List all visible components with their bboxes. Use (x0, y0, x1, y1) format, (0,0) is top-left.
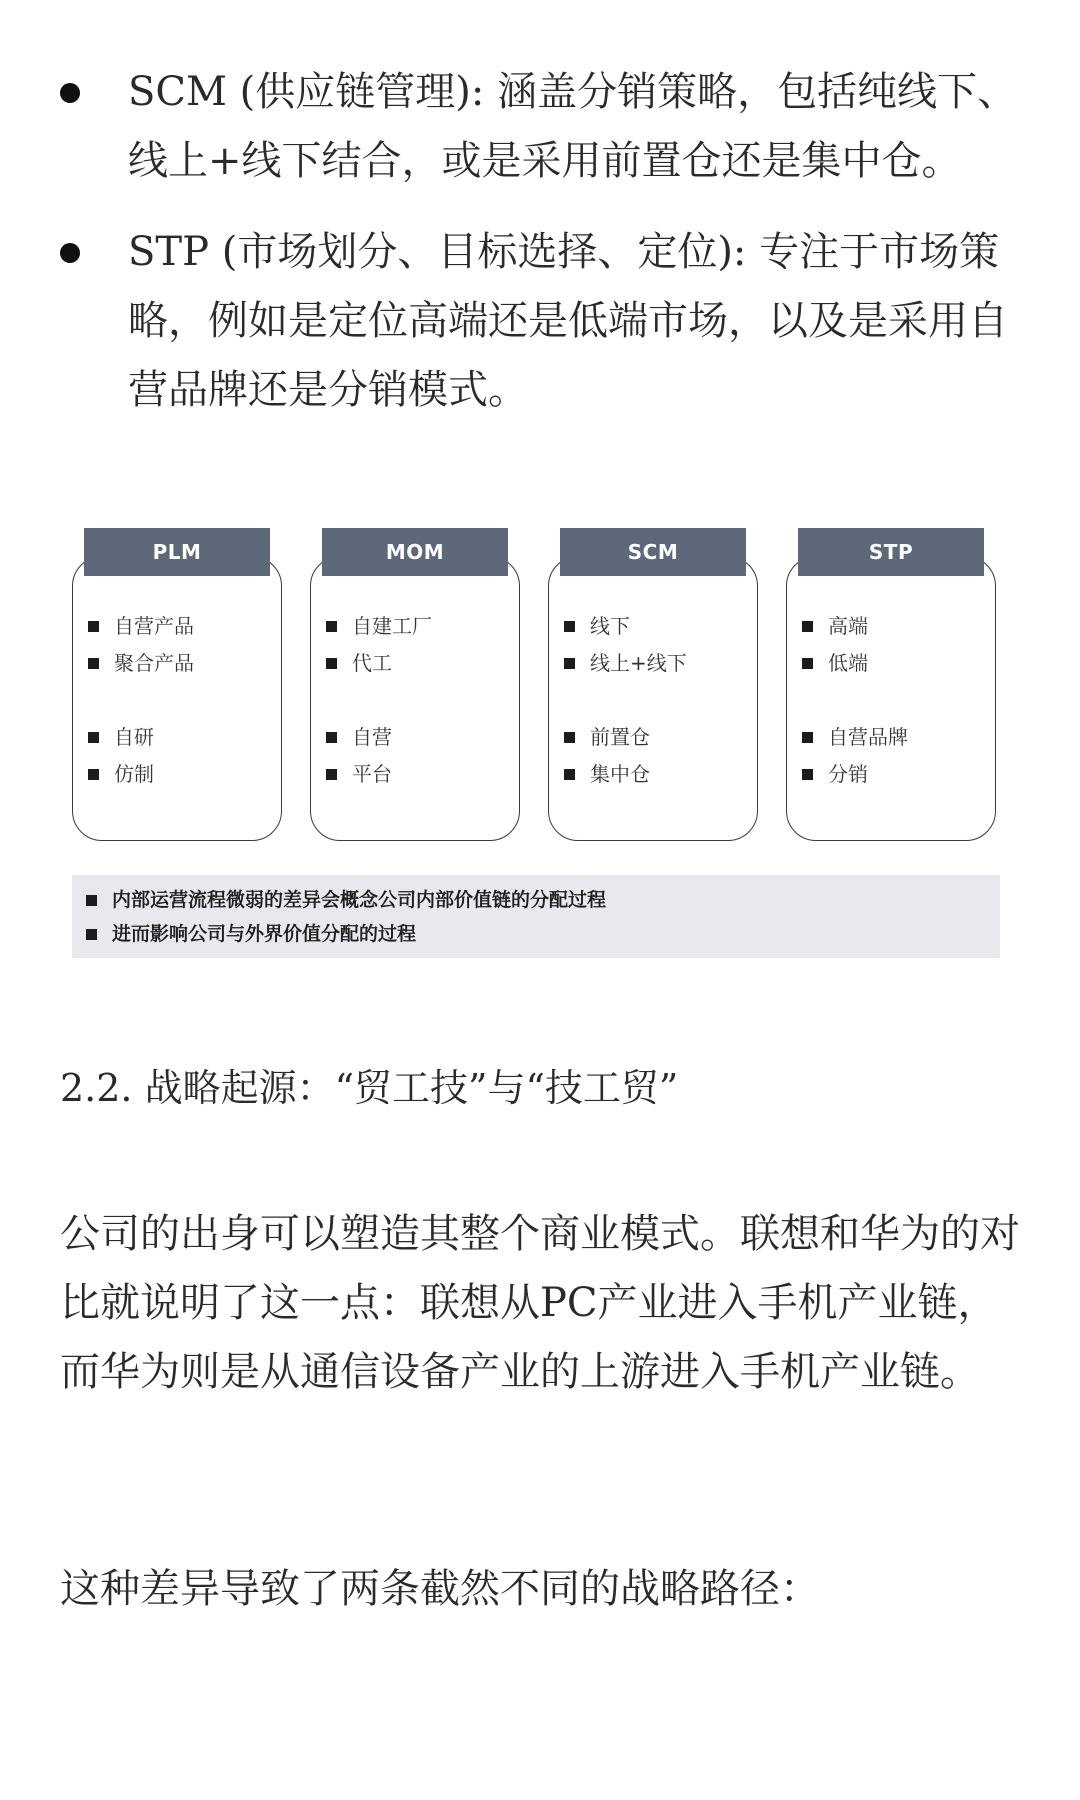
square-bullet-icon (88, 769, 99, 780)
column-item: 聚合产品 (84, 645, 274, 682)
bullet-list (60, 58, 1030, 447)
square-bullet-icon (88, 621, 99, 632)
body-paragraph: 公司的出身可以塑造其整个商业模式。联想和华为的对比就说明了这一点：联想从PC产业进入手机产业链，而华为则是从通信设备产业的上游进入手机产业链。 (60, 1211, 1020, 1395)
value-chain-diagram (72, 528, 1007, 958)
square-bullet-icon (326, 769, 337, 780)
square-bullet-icon (326, 732, 337, 743)
square-bullet-icon (326, 658, 337, 669)
column-item: 平台 (322, 756, 512, 793)
note-line: 内部运营流程微弱的差异会概念公司内部价值链的分配过程 (86, 885, 606, 915)
column-item: 自营产品 (84, 608, 274, 645)
column-item: 自营 (322, 719, 512, 756)
diagram-column-plm (72, 528, 284, 843)
bullet-text: SCM (供应链管理): 涵盖分销策略，包括纯线下、线上+线下结合，或是采用前置仓还是集中仓。 (128, 69, 1018, 184)
bullet-item-scm (60, 58, 1030, 196)
column-list (560, 608, 750, 793)
column-header: PLM (84, 528, 270, 576)
square-bullet-icon (564, 769, 575, 780)
bullet-dot-icon (60, 83, 80, 103)
diagram-column-mom (310, 528, 522, 843)
column-header: STP (798, 528, 984, 576)
column-item: 自营品牌 (798, 719, 988, 756)
diagram-column-scm (548, 528, 760, 843)
column-header: SCM (560, 528, 746, 576)
square-bullet-icon (564, 621, 575, 632)
bullet-dot-icon (60, 243, 80, 263)
column-item: 集中仓 (560, 756, 750, 793)
column-item: 高端 (798, 608, 988, 645)
column-list (798, 608, 988, 793)
column-list (84, 608, 274, 793)
section-heading: 2.2. 战略起源：“贸工技”与“技工贸” (60, 1066, 679, 1110)
column-item: 仿制 (84, 756, 274, 793)
square-bullet-icon (802, 769, 813, 780)
bullet-text: STP (市场划分、目标选择、定位): 专注于市场策略，例如是定位高端还是低端市场，以及是采用自营品牌还是分销模式。 (128, 229, 1008, 413)
square-bullet-icon (564, 658, 575, 669)
square-bullet-icon (88, 732, 99, 743)
square-bullet-icon (564, 732, 575, 743)
column-item: 自研 (84, 719, 274, 756)
bullet-item-stp (60, 218, 1030, 425)
square-bullet-icon (802, 658, 813, 669)
square-bullet-icon (802, 621, 813, 632)
column-item: 线下 (560, 608, 750, 645)
column-header: MOM (322, 528, 508, 576)
square-bullet-icon (88, 658, 99, 669)
column-item: 分销 (798, 756, 988, 793)
column-item: 低端 (798, 645, 988, 682)
diagram-column-stp (786, 528, 998, 843)
square-bullet-icon (326, 621, 337, 632)
note-line: 进而影响公司与外界价值分配的过程 (86, 919, 416, 949)
diagram-note-bar (72, 875, 1000, 958)
column-item: 前置仓 (560, 719, 750, 756)
square-bullet-icon (802, 732, 813, 743)
column-item: 代工 (322, 645, 512, 682)
column-item: 线上+线下 (560, 645, 750, 682)
column-item: 自建工厂 (322, 608, 512, 645)
square-bullet-icon (86, 895, 97, 906)
square-bullet-icon (86, 929, 97, 940)
body-paragraph: 这种差异导致了两条截然不同的战略路径： (60, 1566, 820, 1612)
column-list (322, 608, 512, 793)
